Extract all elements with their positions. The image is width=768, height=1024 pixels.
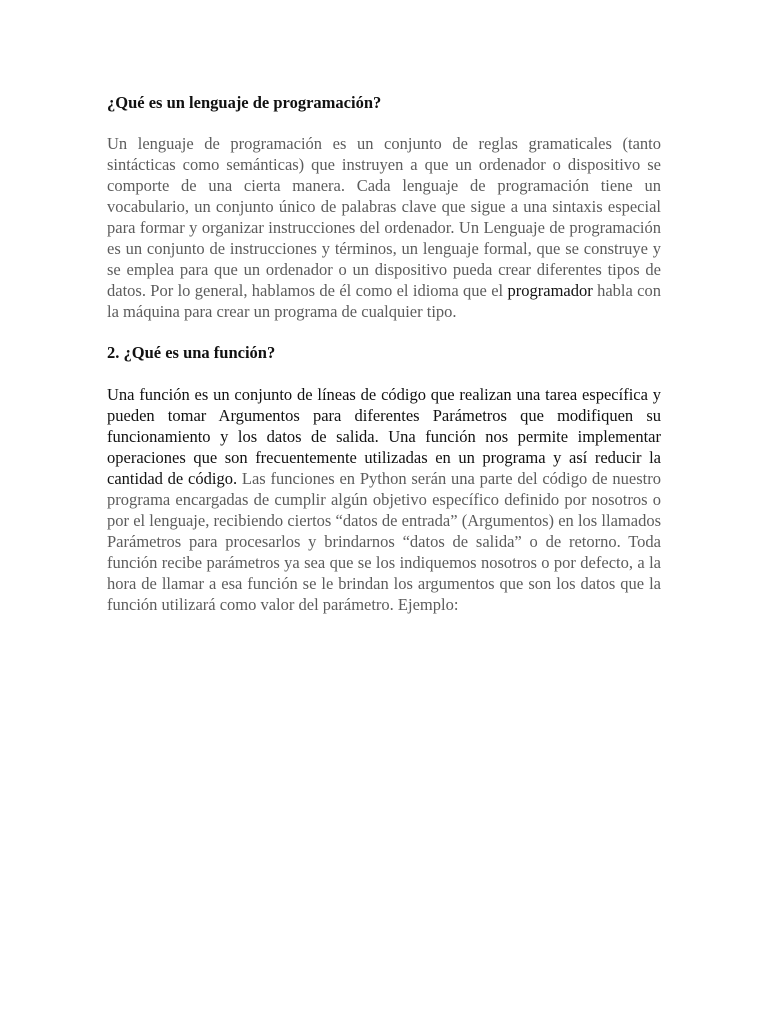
section-1-text-after: habla con la máquina para crear un programa de cualquier tipo. [107, 281, 661, 321]
section-2-text-python: Las funciones en Python serán una parte del código de nuestro programa encargadas de cumplir algún objetivo específico definido por nosotros o por el lenguaje, recibiendo ciertos “datos de entrada” (Argumentos) en los llamados Parámetros para procesarlos y brindarnos “datos de salida” o de retorno. Toda función recibe parámetros ya sea que se los indiquemos nosotros o por defecto, a la hora de llamar a esa función se le brindan los argumentos que son los datos que la función utilizará como valor del parámetro. Ejemplo: [107, 469, 661, 614]
section-1-paragraph [107, 133, 661, 322]
section-2-heading: 2. ¿Qué es una función? [107, 343, 276, 362]
programador-link[interactable]: programador [507, 281, 593, 300]
section-1-text-before: Un lenguaje de programación es un conjunto de reglas gramaticales (tanto sintácticas como semánticas) que instruyen a que un ordenador o dispositivo se comporte de una cierta manera. Cada lenguaje de programación tiene un vocabulario, un conjunto único de palabras clave que sigue a una sintaxis especial para formar y organizar instrucciones del ordenador. Un Lenguaje de programación es un conjunto de instrucciones y términos, un lenguaje formal, que se construye y se emplea para que un ordenador o un dispositivo pueda crear diferentes tipos de datos. Por lo general, hablamos de él como el idioma que el [107, 134, 661, 300]
section-2-paragraph [107, 384, 661, 615]
section-1-heading: ¿Qué es un lenguaje de programación? [107, 93, 382, 112]
section-2-text-definition: Una función es un conjunto de líneas de código que realizan una tarea específica y pueden tomar Argumentos para diferentes Parámetros que modifiquen su funcionamiento y los datos de salida. Una función nos permite implementar operaciones que son frecuentemente utilizadas en un programa y así reducir la cantidad de código. [107, 385, 661, 488]
document-body [107, 92, 661, 615]
